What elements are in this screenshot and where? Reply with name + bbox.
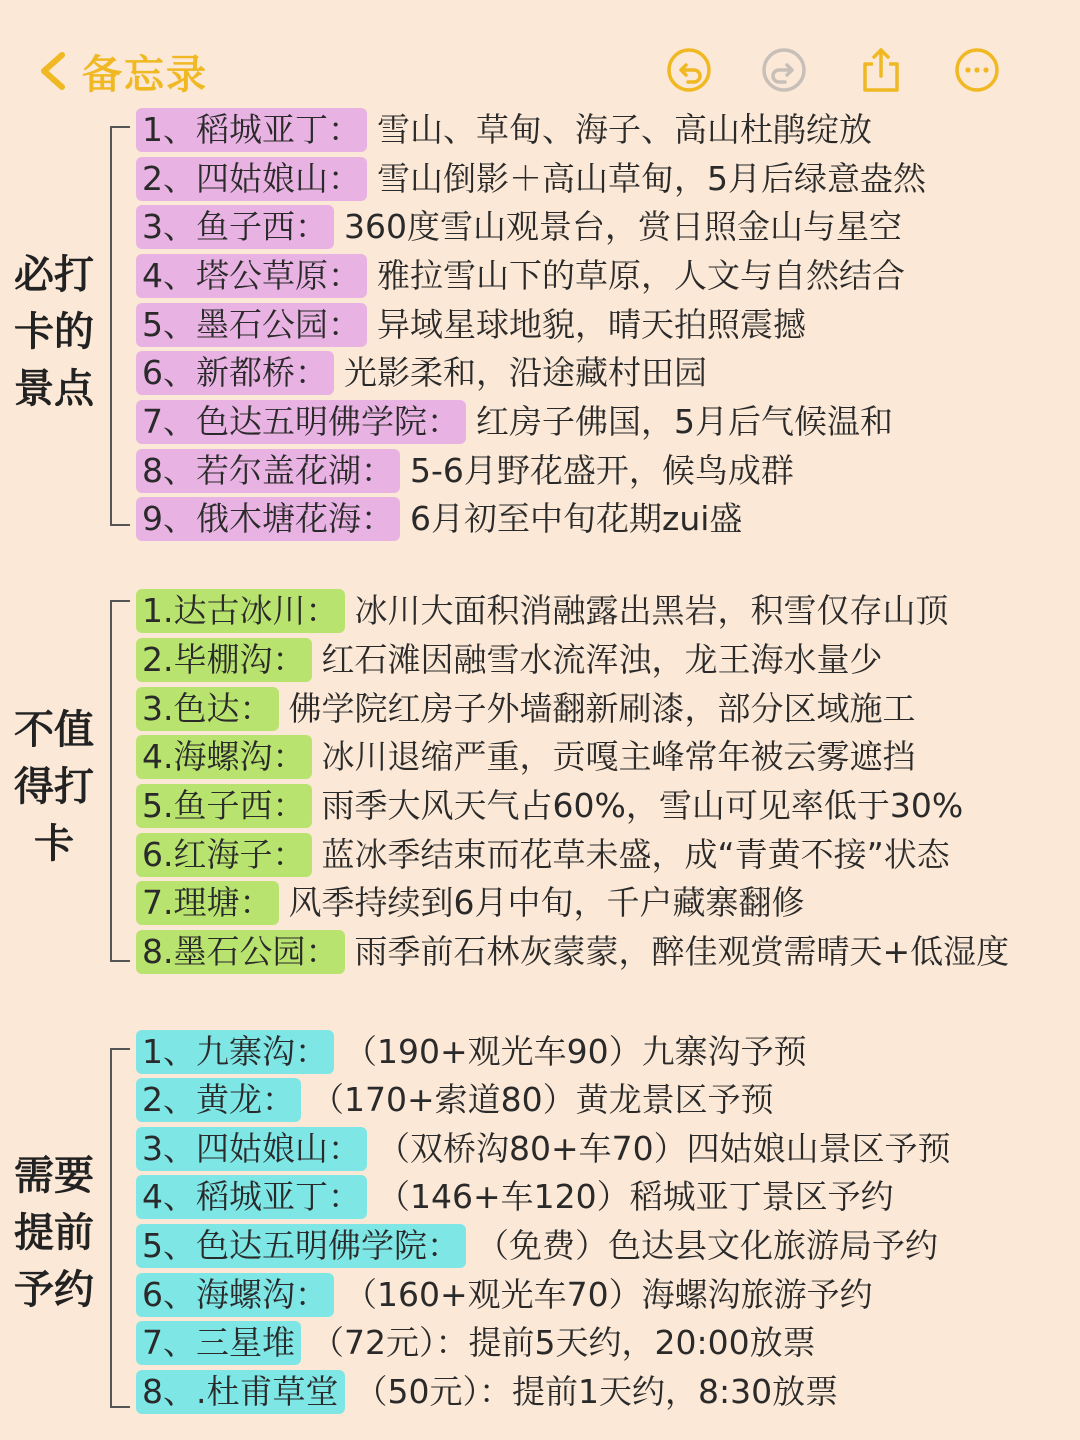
item-label: 9、俄木塘花海：	[136, 497, 400, 541]
section-title-line: 不值	[14, 707, 94, 753]
chevron-left-icon	[36, 49, 70, 93]
list-item	[136, 1273, 873, 1317]
item-label: 7、色达五明佛学院：	[136, 400, 466, 444]
item-desc: （双桥沟80+车70）四姑娘山景区予预	[377, 1129, 951, 1168]
more-button[interactable]	[953, 46, 1001, 94]
item-label: 3、四姑娘山：	[136, 1127, 367, 1171]
list-item	[136, 1175, 894, 1219]
section-title-line: 卡的	[14, 309, 94, 355]
item-label: 5、墨石公园：	[136, 303, 367, 347]
item-desc: 红石滩因融雪水流浑浊，龙王海水量少	[321, 640, 883, 679]
section-title-line: 景点	[14, 366, 94, 412]
section-title-line: 予约	[14, 1267, 94, 1313]
list-item	[136, 303, 806, 347]
list-item	[136, 108, 872, 152]
share-button[interactable]	[857, 46, 905, 94]
item-desc: （160+观光车70）海螺沟旅游予约	[344, 1275, 873, 1314]
section-title-line: 得打	[14, 764, 94, 810]
list-item	[136, 449, 794, 493]
item-desc: 冰川退缩严重，贡嘎主峰常年被云雾遮挡	[321, 737, 916, 776]
item-label: 4、稻城亚丁：	[136, 1175, 367, 1219]
list-item	[136, 1370, 838, 1414]
list-item	[136, 735, 916, 779]
item-label: 7、三星堆	[136, 1321, 301, 1365]
item-desc: 雨季大风天气占60%，雪山可见率低于30%	[321, 786, 964, 825]
list-item	[136, 497, 742, 541]
item-desc: 雪山倒影＋高山草甸，5月后绿意盎然	[377, 159, 926, 198]
list-item	[136, 1127, 951, 1171]
list-item	[136, 351, 707, 395]
share-icon	[857, 46, 905, 94]
item-label: 1.达古冰川：	[136, 589, 345, 633]
item-desc: 雪山、草甸、海子、高山杜鹃绽放	[377, 110, 872, 149]
list-item	[136, 1321, 816, 1365]
item-desc: 雅拉雪山下的草原，人文与自然结合	[377, 256, 905, 295]
item-label: 1、九寨沟：	[136, 1030, 334, 1074]
list-item	[136, 930, 1009, 974]
list-item	[136, 833, 950, 877]
list-item	[136, 638, 883, 682]
item-label: 8.墨石公园：	[136, 930, 345, 974]
item-desc: 光影柔和，沿途藏村田园	[344, 353, 707, 392]
list-item	[136, 400, 893, 444]
item-label: 3.色达：	[136, 687, 279, 731]
item-label: 6.红海子：	[136, 833, 312, 877]
item-desc: （170+索道80）黄龙景区予预	[311, 1080, 774, 1119]
back-button[interactable]	[36, 44, 208, 98]
item-label: 5.鱼子西：	[136, 784, 312, 828]
item-label: 5、色达五明佛学院：	[136, 1224, 466, 1268]
list-item	[136, 1224, 938, 1268]
item-label: 4.海螺沟：	[136, 735, 312, 779]
bracket	[110, 600, 130, 962]
item-desc: 异域星球地貌，晴天拍照震撼	[377, 305, 806, 344]
bracket	[110, 1048, 130, 1408]
item-label: 1、稻城亚丁：	[136, 108, 367, 152]
item-label: 8、.杜甫草堂	[136, 1370, 345, 1414]
section-title	[8, 702, 100, 873]
list-item	[136, 1030, 807, 1074]
list-item	[136, 784, 963, 828]
section-title-line: 卡	[34, 821, 74, 867]
item-label: 7.理塘：	[136, 881, 279, 925]
list-item	[136, 589, 949, 633]
section-title	[8, 247, 100, 418]
undo-icon	[665, 46, 713, 94]
item-label: 3、鱼子西：	[136, 205, 334, 249]
item-label: 2、黄龙：	[136, 1078, 301, 1122]
item-desc: （72元）：提前5天约，20:00放票	[311, 1323, 816, 1362]
item-label: 2、四姑娘山：	[136, 157, 367, 201]
list-item	[136, 254, 905, 298]
item-desc: （50元）：提前1天约，8:30放票	[354, 1372, 839, 1411]
list-item	[136, 157, 926, 201]
undo-button[interactable]	[665, 46, 713, 94]
item-desc: 雨季前石林灰蒙蒙，醉佳观赏需晴天+低湿度	[354, 932, 1010, 971]
item-desc: （146+车120）稻城亚丁景区予约	[377, 1177, 894, 1216]
redo-icon	[760, 46, 808, 94]
item-desc: 5-6月野花盛开，候鸟成群	[410, 451, 794, 490]
item-desc: 红房子佛国，5月后气候温和	[476, 402, 893, 441]
item-desc: 风季持续到6月中旬，千户藏寨翻修	[288, 883, 805, 922]
item-desc: （190+观光车90）九寨沟予预	[344, 1032, 807, 1071]
item-label: 4、塔公草原：	[136, 254, 367, 298]
list-item	[136, 687, 916, 731]
item-desc: 6月初至中旬花期zui盛	[410, 499, 743, 538]
item-label: 2.毕棚沟：	[136, 638, 312, 682]
item-desc: 佛学院红房子外墙翻新刷漆，部分区域施工	[288, 689, 916, 728]
item-desc: （免费）色达县文化旅游局予约	[476, 1226, 938, 1265]
section-title-line: 需要	[14, 1153, 94, 1199]
item-desc: 360度雪山观景台，赏日照金山与星空	[344, 207, 902, 246]
section-title-line: 提前	[14, 1210, 94, 1256]
list-item	[136, 205, 902, 249]
redo-button[interactable]	[760, 46, 808, 94]
section-title-line: 必打	[14, 252, 94, 298]
bracket	[110, 126, 130, 526]
section-title	[8, 1148, 100, 1319]
top-toolbar	[0, 0, 1080, 110]
item-desc: 蓝冰季结束而花草未盛，成“青黄不接”状态	[321, 835, 950, 874]
back-label: 备忘录	[82, 51, 208, 98]
more-icon	[953, 46, 1001, 94]
item-desc: 冰川大面积消融露出黑岩，积雪仅存山顶	[354, 591, 949, 630]
item-label: 8、若尔盖花湖：	[136, 449, 400, 493]
item-label: 6、海螺沟：	[136, 1273, 334, 1317]
list-item	[136, 1078, 774, 1122]
list-item	[136, 881, 805, 925]
item-label: 6、新都桥：	[136, 351, 334, 395]
